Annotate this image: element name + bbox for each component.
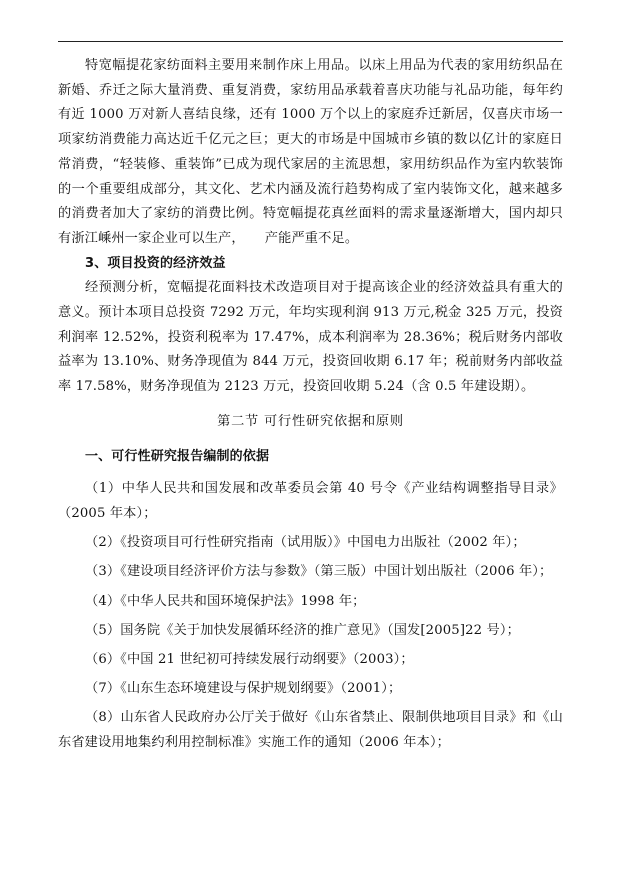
basis-heading: 一、可行性研究报告编制的依据: [85, 448, 270, 464]
reference-item: （6）《中国 21 世纪初可持续发展行动纲要》（2003）；: [85, 651, 414, 667]
document-body: [58, 54, 563, 756]
reference-item: （5）国务院《关于加快发展循环经济的推广意见》（国发[2005]22 号）；: [85, 622, 520, 638]
reference-item: （8）山东省人民政府办公厅关于做好《山东省禁止、限制供地项目目录》和《山东省建设用地集约利用控制标准》实施工作的通知（2006 年本）；: [58, 710, 563, 751]
reference-item: （1）中华人民共和国发展和改革委员会第 40 号令《产业结构调整指导目录》（2005 年本）；: [58, 481, 563, 521]
reference-item: （2）《投资项目可行性研究指南（试用版）》中国电力出版社（2002 年）；: [85, 535, 526, 551]
econ-benefit-paragraph: 经预测分析，宽幅提花面料技术改造项目对于提高该企业的经济效益具有重大的意义。预计本项目总投资 7292 万元，年均实现利润 913 万元,税金 325 万元，投资利润率 12.52%，投资利税率为 17.47%，成本利润率为 28.36%；税后财务内部收益率为 13.10%、财务净现值为 844 万元，投资回收期 6.17 年；税前财务内部收益率 17.58%，财务净现值为 2123 万元，投资回收期 5.24（含 0.5 年建设期）。: [58, 280, 563, 395]
reference-item: （4）《中华人民共和国环境保护法》1998 年；: [85, 593, 366, 609]
reference-item: （7）《山东生态环境建设与保护规划纲要》（2001）；: [85, 681, 402, 697]
reference-item: （3）《建设项目经济评价方法与参数》（第三版）中国计划出版社（2006 年）；: [85, 564, 553, 580]
section-title: 第二节 可行性研究依据和原则: [217, 413, 404, 429]
econ-benefit-heading: 3、项目投资的经济效益: [85, 255, 226, 271]
intro-paragraph: 特宽幅提花家纺面料主要用来制作床上用品。以床上用品为代表的家用纺织品在新婚、乔迁之际大量消费、重复消费，家纺用品承载着喜庆功能与礼品功能，每年约有近 1000 万对新人喜结良缘，还有 1000 万个以上的家庭乔迁新居，仅喜庆市场一项家纺消费能力高达近千亿元之巨；更大的市场是中国城市乡镇的数以亿计的家庭日常消费，“轻装修、重装饰”已成为现代家居的主流思想，家用纺织品作为室内软装饰的一个重要组成部分，其文化、艺术内涵及流行趋势构成了室内装饰文化，越来越多的消费者加大了家纺的消费比例。特宽幅提花真丝面料的需求量逐渐增大，国内却只有浙江嵊州一家企业可以生产， 产能严重不足。: [58, 58, 563, 246]
header-rule: [58, 41, 563, 42]
